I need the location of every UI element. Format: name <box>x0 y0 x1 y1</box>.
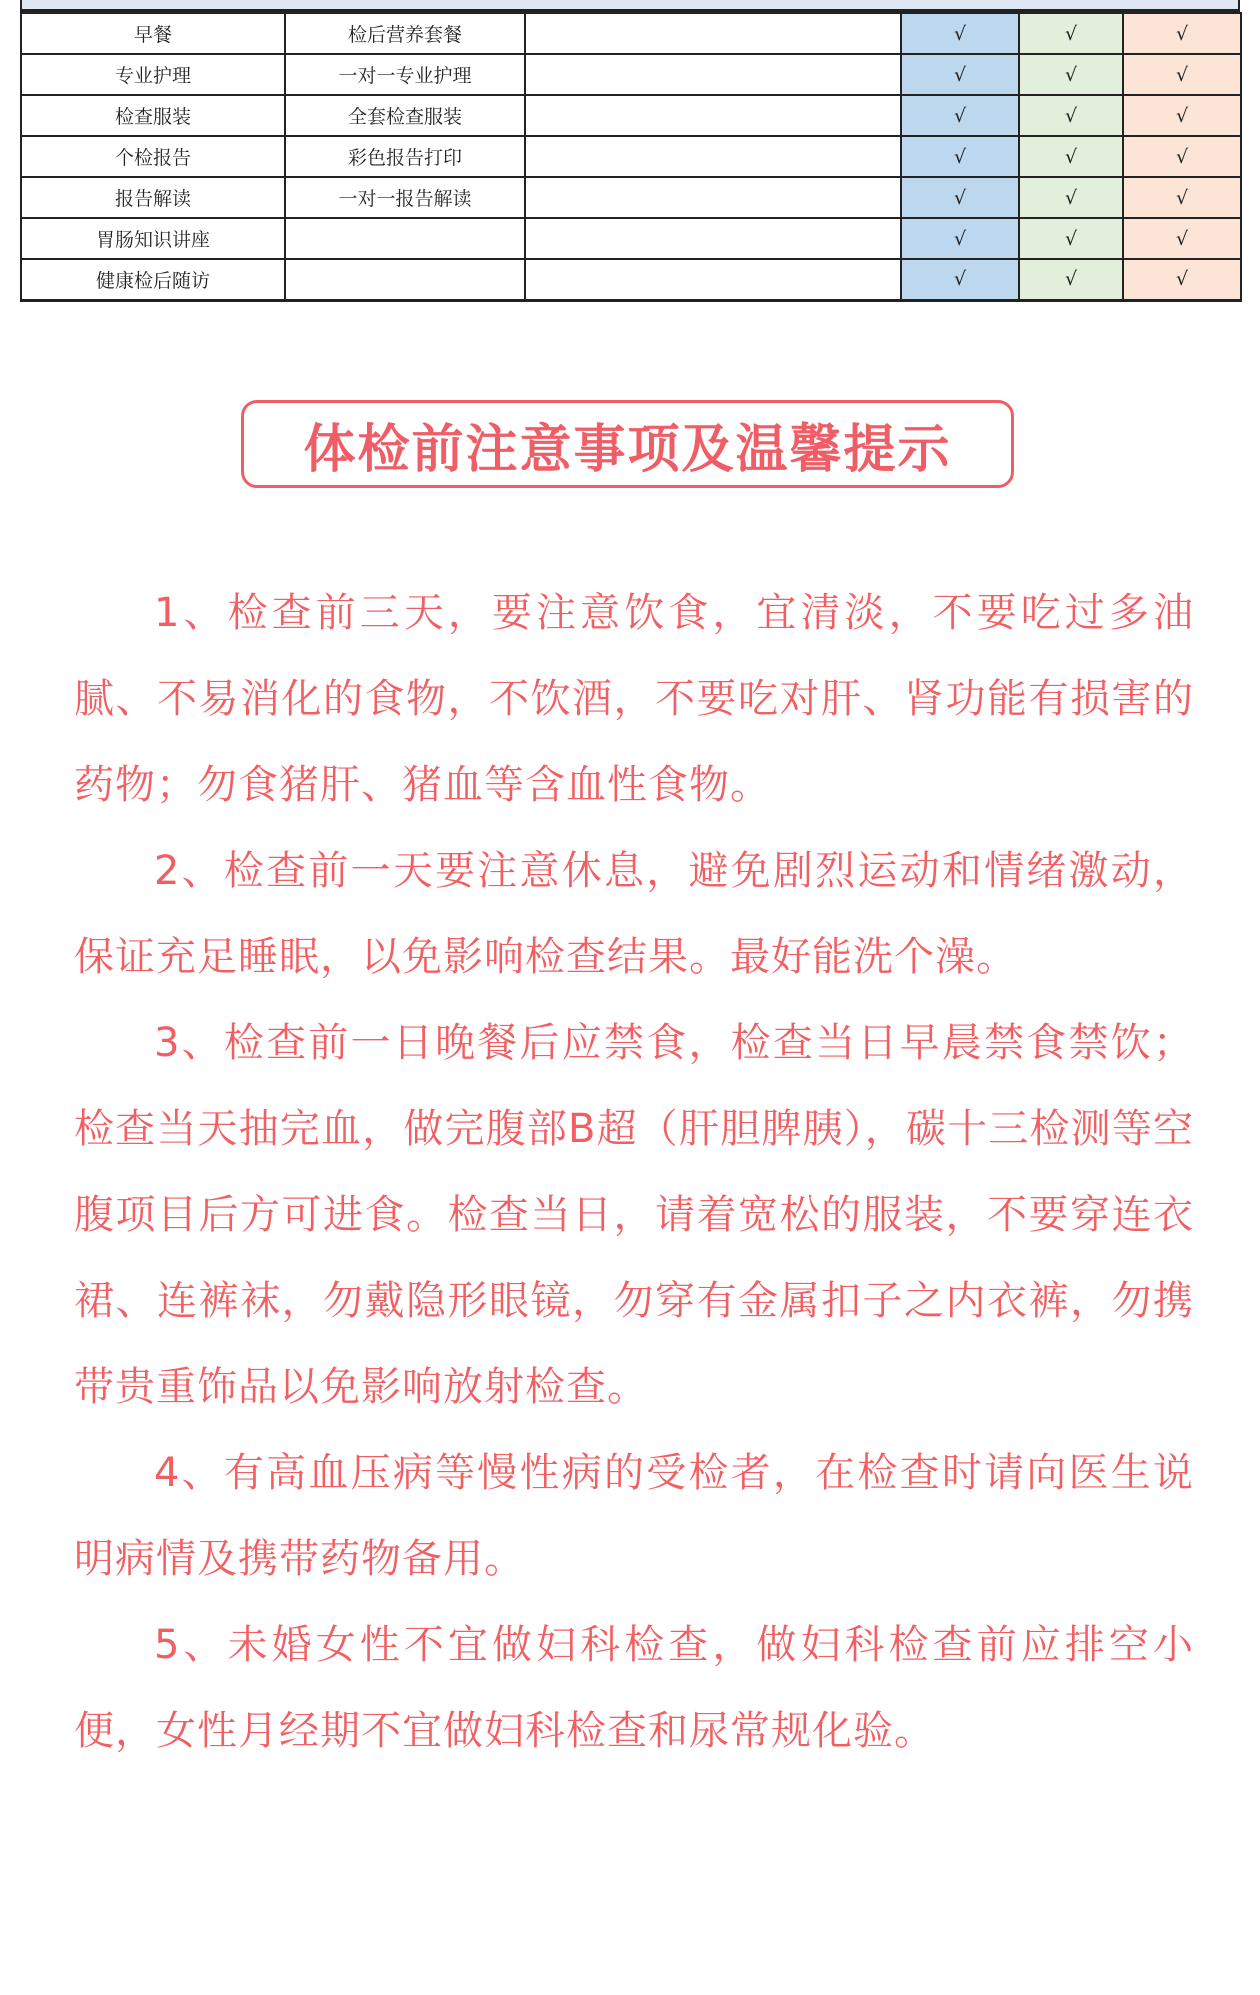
package-table <box>20 12 1242 302</box>
package-a-check: √ <box>901 54 1019 95</box>
row-detail-cell: 检后营养套餐 <box>285 13 525 54</box>
note-paragraph: 3、检查前一日晚餐后应禁食，检查当日早晨禁食禁饮；检查当天抽完血，做完腹部B超（肝胆脾胰），碳十三检测等空腹项目后方可进食。检查当日，请着宽松的服装，不要穿连衣裙、连裤袜，勿戴隐形眼镜，勿穿有金属扣子之内衣裤，勿携带贵重饰品以免影响放射检查。 <box>74 1020 1194 1410</box>
package-a-check: √ <box>901 259 1019 300</box>
package-c-check: √ <box>1123 136 1241 177</box>
row-extra-cell <box>525 136 901 177</box>
package-b-check: √ <box>1019 218 1123 259</box>
row-item-cell: 胃肠知识讲座 <box>21 218 285 259</box>
package-b-check: √ <box>1019 259 1123 300</box>
section-title-box <box>241 400 1014 488</box>
package-c-check: √ <box>1123 259 1241 300</box>
section-title: 体检前注意事项及温馨提示 <box>303 419 952 480</box>
package-b-check: √ <box>1019 95 1123 136</box>
package-b-check: √ <box>1019 54 1123 95</box>
package-table-body <box>21 13 1241 300</box>
row-extra-cell <box>525 54 901 95</box>
package-a-check: √ <box>901 177 1019 218</box>
table-row <box>21 259 1241 300</box>
row-item-cell: 个检报告 <box>21 136 285 177</box>
note-paragraph: 1、检查前三天，要注意饮食，宜清淡，不要吃过多油腻、不易消化的食物，不饮酒，不要吃对肝、肾功能有损害的药物；勿食猪肝、猪血等含血性食物。 <box>74 590 1194 808</box>
row-detail-cell <box>285 259 525 300</box>
package-table-section <box>20 0 1240 302</box>
row-detail-cell <box>285 218 525 259</box>
package-b-check: √ <box>1019 136 1123 177</box>
row-extra-cell <box>525 13 901 54</box>
table-top-strip <box>20 0 1240 12</box>
package-a-check: √ <box>901 13 1019 54</box>
row-detail-cell: 一对一专业护理 <box>285 54 525 95</box>
package-a-check: √ <box>901 95 1019 136</box>
package-c-check: √ <box>1123 95 1241 136</box>
package-b-check: √ <box>1019 13 1123 54</box>
package-a-check: √ <box>901 218 1019 259</box>
row-item-cell: 检查服装 <box>21 95 285 136</box>
table-row <box>21 136 1241 177</box>
row-extra-cell <box>525 177 901 218</box>
table-row <box>21 95 1241 136</box>
package-c-check: √ <box>1123 218 1241 259</box>
row-item-cell: 健康检后随访 <box>21 259 285 300</box>
note-paragraph: 2、检查前一天要注意休息，避免剧烈运动和情绪激动，保证充足睡眠，以免影响检查结果。最好能洗个澡。 <box>74 848 1194 980</box>
row-extra-cell <box>525 95 901 136</box>
table-row <box>21 13 1241 54</box>
row-item-cell: 早餐 <box>21 13 285 54</box>
note-paragraph: 4、有高血压病等慢性病的受检者，在检查时请向医生说明病情及携带药物备用。 <box>74 1450 1194 1582</box>
table-row <box>21 218 1241 259</box>
row-item-cell: 专业护理 <box>21 54 285 95</box>
row-detail-cell: 一对一报告解读 <box>285 177 525 218</box>
package-a-check: √ <box>901 136 1019 177</box>
row-extra-cell <box>525 218 901 259</box>
table-row <box>21 177 1241 218</box>
table-row <box>21 54 1241 95</box>
note-paragraph: 5、未婚女性不宜做妇科检查，做妇科检查前应排空小便，女性月经期不宜做妇科检查和尿常规化验。 <box>74 1622 1194 1754</box>
package-c-check: √ <box>1123 54 1241 95</box>
row-detail-cell: 全套检查服装 <box>285 95 525 136</box>
notes-section <box>74 570 1194 1774</box>
row-extra-cell <box>525 259 901 300</box>
package-b-check: √ <box>1019 177 1123 218</box>
package-c-check: √ <box>1123 177 1241 218</box>
row-item-cell: 报告解读 <box>21 177 285 218</box>
package-c-check: √ <box>1123 13 1241 54</box>
row-detail-cell: 彩色报告打印 <box>285 136 525 177</box>
